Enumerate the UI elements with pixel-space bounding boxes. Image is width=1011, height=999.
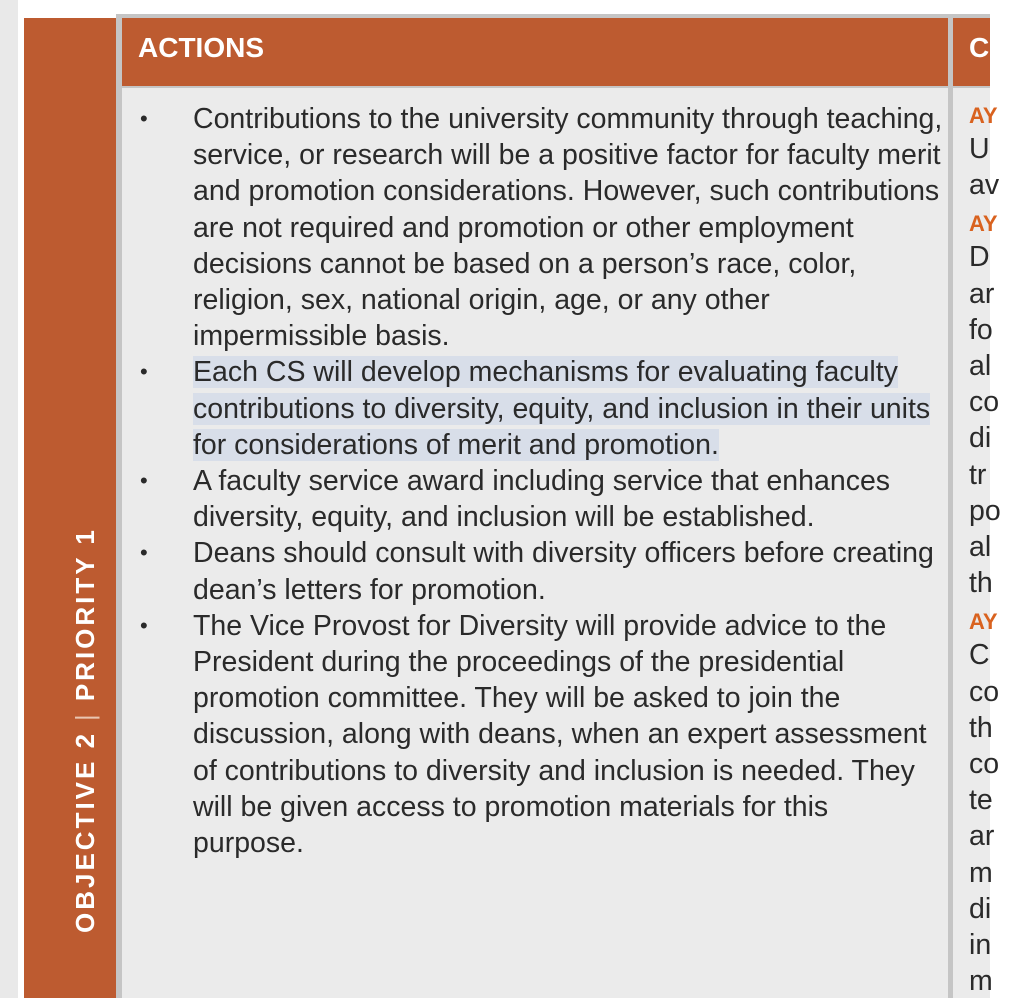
action-text: The Vice Provost for Diversity will provide advice to the President during the proceedings of the presidential promotion committee. They will be asked to join the discussion, along with deans, when an expert assessment of contributions to diversity and inclusion is needed. They will be given access to promotion materials for this purpose. (193, 609, 927, 860)
text-fragment: al (969, 531, 992, 564)
next-column-header-label: CO (969, 32, 1011, 63)
list-item (130, 101, 945, 354)
year-tag: AY (969, 211, 998, 237)
objective-label: OBJECTIVE 2 (70, 730, 100, 933)
action-text: A faculty service award including service that enhances diversity, equity, and inclusion will be established. (193, 465, 891, 534)
text-fragment: in (969, 929, 992, 962)
action-text: Contributions to the university community through teaching, service, or research will be a positive factor for faculty merit and promotion considerations. However, such contributions are not required and promotion or other employment decisions cannot be based on a person’s race, color, religion, sex, national origin, age, or any other impermissible basis. (193, 103, 943, 353)
objective-priority-label (70, 527, 101, 933)
next-column-text (969, 101, 1001, 999)
actions-header (122, 18, 948, 86)
text-fragment: ar (969, 820, 995, 853)
list-item (130, 608, 945, 861)
text-fragment: tr (969, 458, 987, 491)
text-fragment: po (969, 494, 1001, 527)
text-fragment: fo (969, 313, 993, 346)
text-fragment: co (969, 386, 1000, 419)
list-item (130, 463, 945, 535)
text-fragment: th (969, 711, 993, 744)
left-margin (0, 0, 18, 998)
actions-list (130, 101, 945, 861)
priority-label: PRIORITY 1 (70, 527, 100, 702)
text-fragment: al (969, 350, 992, 383)
text-fragment: U (969, 133, 990, 165)
list-item (130, 354, 945, 463)
next-column-header (953, 18, 1011, 86)
list-item (130, 535, 945, 607)
separator: | (70, 711, 100, 721)
text-fragment: m (969, 856, 993, 889)
text-fragment: ar (969, 277, 995, 310)
action-text-highlighted[interactable]: Each CS will develop mechanisms for evaluating faculty contributions to diversity, equity, and inclusion in their units for considerations of merit and promotion. (193, 356, 931, 461)
year-tag: AY (969, 609, 998, 635)
text-fragment: D (969, 241, 990, 274)
text-fragment: co (969, 675, 1000, 708)
text-fragment: te (969, 784, 993, 817)
text-fragment: m (969, 965, 993, 998)
text-fragment: av (969, 169, 1000, 202)
text-fragment: th (969, 567, 993, 600)
text-fragment: co (969, 748, 1000, 781)
text-fragment: di (969, 422, 992, 455)
text-fragment: di (969, 892, 992, 925)
actions-header-label: ACTIONS (138, 32, 264, 63)
action-text: Deans should consult with diversity officers before creating dean’s letters for promotion. (193, 537, 934, 606)
text-fragment: C (969, 639, 990, 672)
year-tag: AY (969, 103, 998, 128)
